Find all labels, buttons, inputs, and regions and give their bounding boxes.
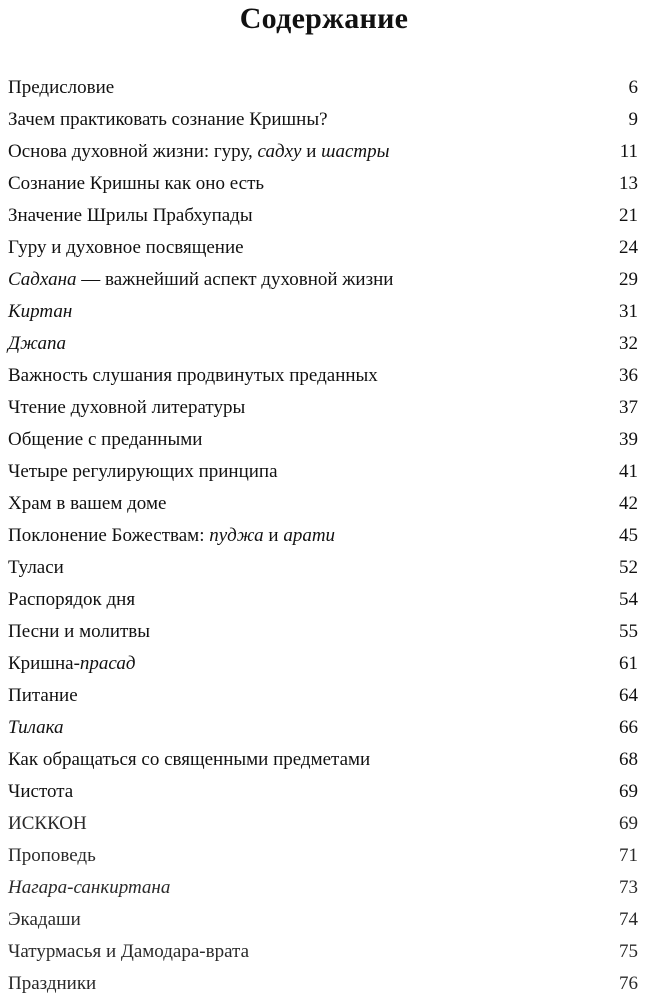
toc-entry-title-part: Туласи <box>8 557 64 578</box>
toc-entry <box>8 392 640 424</box>
toc-entry-title-part: Гуру и духовное посвящение <box>8 237 244 258</box>
toc-entry-title-part: Питание <box>8 685 78 706</box>
toc-entry-title-part: и <box>301 141 322 162</box>
toc-entry-title <box>8 488 166 520</box>
table-of-contents <box>8 72 640 1000</box>
toc-entry <box>8 264 640 296</box>
toc-entry <box>8 968 640 1000</box>
toc-entry <box>8 552 640 584</box>
toc-entry-page-number: 76 <box>619 973 638 994</box>
toc-entry <box>8 744 640 776</box>
toc-entry-page-number: 42 <box>619 493 638 514</box>
toc-entry-page-number: 6 <box>628 77 638 98</box>
toc-entry-title <box>8 840 96 872</box>
toc-entry-page-number: 55 <box>619 621 638 642</box>
toc-entry-title <box>8 104 328 136</box>
toc-entry-title-part: Сознание Кришны как оно есть <box>8 173 265 194</box>
toc-entry-page-number: 75 <box>619 941 638 962</box>
toc-entry-page-number: 73 <box>619 877 638 898</box>
toc-entry-page-number: 71 <box>619 845 638 866</box>
toc-entry-title <box>8 808 87 840</box>
toc-entry <box>8 872 640 904</box>
toc-entry-title <box>8 392 245 424</box>
toc-entry-page-number: 31 <box>619 301 638 322</box>
toc-entry-title-part: Экадаши <box>8 909 81 930</box>
toc-entry <box>8 488 640 520</box>
toc-entry <box>8 296 640 328</box>
toc-entry <box>8 232 640 264</box>
toc-entry-title <box>8 136 390 168</box>
toc-entry-title-italic-part: Киртан <box>8 301 73 322</box>
page-title: Содержание <box>239 2 409 35</box>
toc-entry <box>8 584 640 616</box>
toc-entry-title-part: Чатурмасья и Дамодара-врата <box>8 941 249 962</box>
toc-entry-title <box>8 168 264 200</box>
toc-entry-title-part: Песни и молитвы <box>8 621 151 642</box>
toc-entry-title-italic-part: Нагара-санкиртана <box>8 877 171 898</box>
toc-entry <box>8 680 640 712</box>
toc-entry <box>8 904 640 936</box>
toc-entry <box>8 360 640 392</box>
toc-entry-title-part: Праздники <box>8 973 97 994</box>
toc-entry-title <box>8 936 249 968</box>
toc-entry-page-number: 69 <box>619 813 638 834</box>
toc-entry-page-number: 45 <box>619 525 638 546</box>
toc-entry-title-italic-part: Садхана <box>8 269 77 290</box>
toc-entry-title-italic-part: Джапа <box>8 333 67 354</box>
toc-entry-page-number: 61 <box>619 653 638 674</box>
toc-entry <box>8 648 640 680</box>
toc-entry-title <box>8 776 73 808</box>
toc-entry-title-part: Чистота <box>8 781 74 802</box>
toc-entry-title-part: Четыре регулирующих принципа <box>8 461 278 482</box>
toc-entry-page-number: 37 <box>619 397 638 418</box>
toc-entry-title <box>8 200 253 232</box>
toc-entry <box>8 72 640 104</box>
toc-entry-page-number: 74 <box>619 909 638 930</box>
toc-entry <box>8 712 640 744</box>
toc-entry-title <box>8 232 244 264</box>
toc-entry-title-part: Проповедь <box>8 845 96 866</box>
toc-entry-title <box>8 648 135 680</box>
toc-entry <box>8 136 640 168</box>
toc-entry-page-number: 24 <box>619 237 638 258</box>
toc-entry-title <box>8 872 170 904</box>
toc-entry <box>8 200 640 232</box>
toc-entry-page-number: 66 <box>619 717 638 738</box>
toc-entry-title-part: Предисловие <box>8 77 115 98</box>
toc-entry-page-number: 21 <box>619 205 638 226</box>
toc-entry-page-number: 29 <box>619 269 638 290</box>
toc-entry-title-italic-part: садху <box>257 141 302 162</box>
toc-entry-page-number: 54 <box>619 589 638 610</box>
toc-entry-page-number: 69 <box>619 781 638 802</box>
toc-entry-title <box>8 456 278 488</box>
toc-entry <box>8 808 640 840</box>
toc-entry-title <box>8 296 72 328</box>
toc-entry-page-number: 39 <box>619 429 638 450</box>
toc-entry-title-part: Как обращаться со священными предметами <box>8 749 371 770</box>
toc-entry-page-number: 52 <box>619 557 638 578</box>
toc-entry-title-part: ИСККОН <box>8 813 87 834</box>
toc-entry-title <box>8 264 393 296</box>
toc-entry-title <box>8 360 378 392</box>
toc-entry-title-part: — важнейший аспект духовной жизни <box>76 269 394 290</box>
toc-entry-title <box>8 744 370 776</box>
toc-entry-title <box>8 584 135 616</box>
toc-entry-title-italic-part: шастры <box>321 141 390 162</box>
toc-entry <box>8 328 640 360</box>
toc-entry-title-part: Поклонение Божествам: <box>8 525 210 546</box>
toc-entry <box>8 840 640 872</box>
toc-entry <box>8 456 640 488</box>
toc-entry-page-number: 68 <box>619 749 638 770</box>
toc-entry <box>8 936 640 968</box>
toc-entry-page-number: 36 <box>619 365 638 386</box>
toc-entry-title <box>8 552 64 584</box>
toc-entry <box>8 168 640 200</box>
toc-entry-title-part: Храм в вашем доме <box>8 493 167 514</box>
toc-entry-title-part: Кришна- <box>8 653 80 674</box>
toc-entry <box>8 424 640 456</box>
toc-entry-title-italic-part: пуджа <box>209 525 264 546</box>
toc-entry-title-part: и <box>263 525 284 546</box>
toc-entry-title-italic-part: Тилака <box>8 717 64 738</box>
toc-entry-page-number: 13 <box>619 173 638 194</box>
toc-entry-title-italic-part: прасад <box>79 653 136 674</box>
toc-entry-title <box>8 904 81 936</box>
toc-entry <box>8 776 640 808</box>
toc-entry-title-part: Важность слушания продвинутых преданных <box>8 365 378 386</box>
toc-entry-title-part: Значение Шрилы Прабхупады <box>8 205 253 226</box>
toc-entry-title <box>8 520 335 552</box>
toc-entry-page-number: 32 <box>619 333 638 354</box>
toc-entry-page-number: 41 <box>619 461 638 482</box>
toc-entry <box>8 616 640 648</box>
toc-entry-title-part: Чтение духовной литературы <box>8 397 246 418</box>
toc-entry-page-number: 64 <box>619 685 638 706</box>
toc-entry <box>8 520 640 552</box>
toc-entry-title <box>8 680 78 712</box>
toc-entry-title-italic-part: арати <box>283 525 336 546</box>
toc-entry-title <box>8 72 114 104</box>
toc-entry-page-number: 9 <box>628 109 638 130</box>
toc-entry-title <box>8 616 150 648</box>
toc-entry-title-part: Общение с преданными <box>8 429 203 450</box>
toc-entry-title-part: Распорядок дня <box>8 589 136 610</box>
toc-entry-page-number: 11 <box>619 141 638 162</box>
toc-entry-title <box>8 712 64 744</box>
toc-entry-title <box>8 328 66 360</box>
toc-entry-title-part: Зачем практиковать сознание Кришны? <box>8 109 328 130</box>
toc-entry-title <box>8 968 96 1000</box>
toc-entry <box>8 104 640 136</box>
toc-entry-title <box>8 424 202 456</box>
toc-entry-title-part: Основа духовной жизни: гуру, <box>8 141 258 162</box>
